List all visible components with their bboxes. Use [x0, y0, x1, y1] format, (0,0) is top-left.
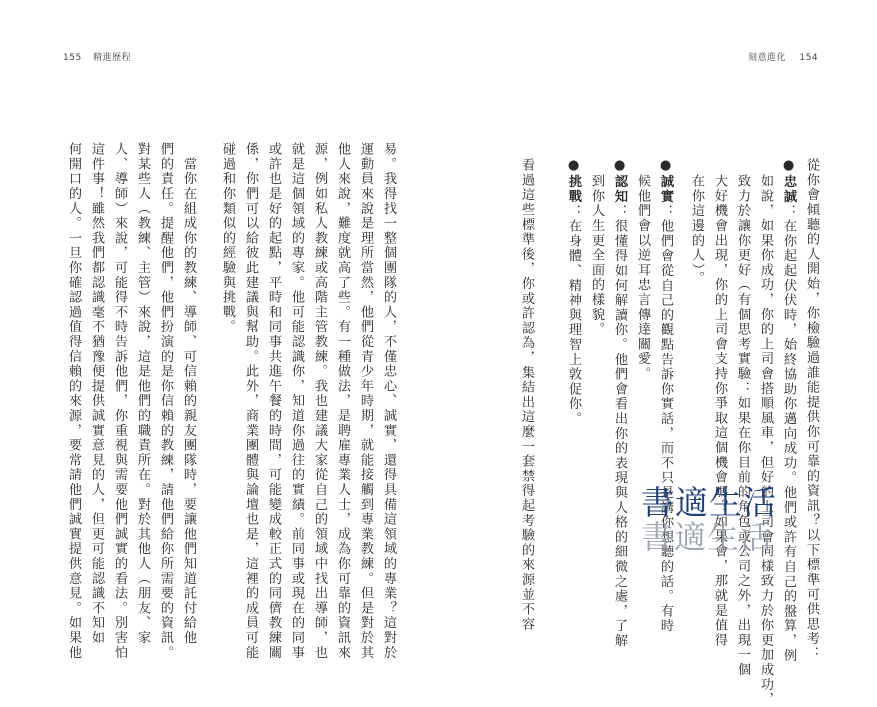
- bullet-icon: ●: [781, 158, 796, 175]
- item-loyalty-line-3: 致力於讓你更好（有個思考實驗：如果在你目前的角色或公司之外，出現一個: [735, 174, 750, 678]
- item-loyalty-line-1: [777, 158, 800, 663]
- item-challenge-line-1: [562, 158, 585, 426]
- item-challenge-term: 挑戰: [566, 174, 581, 205]
- item-loyalty-line-5: 在你這邊的人）。: [689, 174, 704, 286]
- left-line-7: 係，你們可以給彼此建議與幫助。此外，商業團體與論壇也是，這裡的成員可能: [243, 142, 258, 660]
- bullet-icon: ●: [566, 158, 581, 175]
- left-line-15: 何開口的人。一旦你確認過值得信賴的來源，要常請他們誠實提供意見。如果他: [66, 142, 81, 660]
- right-page-number: 154: [799, 53, 819, 63]
- bullet-icon: ●: [612, 158, 627, 175]
- left-line-3: 他人來說，難度就高了些。有一種做法，是聘雇專業人士，成為你可靠的資訊來: [335, 142, 350, 660]
- left-line-2: 運動員來說是理所當然，他們從青少年時期，就能接觸到專業教練。但是對於其: [358, 142, 373, 660]
- item-cognition-line-1: [608, 158, 631, 648]
- item-honesty-term: 誠實: [658, 174, 673, 205]
- right-closing-line: 看過這些標準後，你或許認為，集結出這麼一套禁得起考驗的來源並不容: [519, 158, 534, 632]
- item-cognition-line-2: 到你人生更全面的樣貌。: [589, 174, 604, 337]
- right-running-title: 刻意進化: [748, 53, 787, 63]
- watermark-logo: 書適生活: [641, 483, 777, 522]
- left-line-13: 人、導師）來說，可能得不時告訴他們，你重視與需要他們誠實的看法。別害怕: [112, 142, 127, 660]
- left-line-6: 或許也是好的起點，平時和同事共進午餐的時間，可能變成較正式的同儕教練關: [266, 142, 281, 660]
- item-loyalty-line-2: 如說，如果你成功，你的上司會搭順風車，但好的上司會同樣致力於你更加成功，: [758, 174, 773, 707]
- left-line-1: 易。我得找一整個團隊的人，不僅忠心、誠實，還得具備這領域的專業？這對於: [381, 142, 396, 660]
- item-honesty-line-1: [654, 158, 677, 633]
- item-challenge-text-1: ：在身體、精神與理智上敦促你。: [566, 204, 581, 427]
- item-loyalty-line-4: 大好機會出現，你的上司會支持你爭取這個機會嗎？如果會，那就是值得: [712, 174, 727, 648]
- left-line-4: 源，例如私人教練或高階主管教練。我也建議大家從自己的領域中找出導師，也: [312, 142, 327, 660]
- left-line-5: 就是這個領域的專家。他可能認識你，知道你過往的實績。前同事或現在的同事: [289, 142, 304, 660]
- left-line-11: 們的責任。提醒他們，他們扮演的是你信賴的教練，請他們給你所需要的資訊。: [158, 142, 173, 660]
- item-honesty-line-2: 候他們會以逆耳忠言傳達關愛。: [635, 174, 650, 382]
- item-loyalty-term: 忠誠: [781, 174, 796, 205]
- left-line-10: 當你在組成你的教練、導師、可信賴的親友團隊時，要讓他們知道託付給他: [181, 142, 196, 646]
- left-line-14: 這件事！雖然我們都認識毫不猶豫便提供誠實意見的人，但更可能認識不知如: [89, 142, 104, 646]
- item-honesty-text-1: ：他們會從自己的觀點告訴你實話，而不只是講你想聽的話。有時: [658, 204, 673, 634]
- left-page-header: [63, 50, 131, 63]
- right-intro-line: 從你會傾聽的人開始，你檢驗過誰能提供你可靠的資訊？以下標準可供思考：: [804, 158, 819, 662]
- item-cognition-term: 認知: [612, 174, 627, 205]
- left-page-number: 155: [63, 53, 82, 63]
- item-cognition-text-1: ：很懂得如何解讀你。他們會看出你的表現與人格的細微之處，了解: [612, 204, 627, 649]
- item-loyalty-text-1: ：在你起起伏伏時，始終協助你邁向成功。他們或許有自己的盤算，例: [781, 204, 796, 664]
- left-line-8: 碰過和你類似的經驗與挑戰。: [220, 142, 235, 335]
- bullet-icon: ●: [658, 158, 673, 175]
- left-line-12: 對某些人（教練、主管）來說，這是他們的職責所在。對於其他人（朋友、家: [135, 142, 150, 646]
- watermark-logo-faded: 書適生活: [641, 518, 774, 556]
- right-page-header: [748, 50, 818, 63]
- left-running-title: 精進歷程: [93, 53, 132, 63]
